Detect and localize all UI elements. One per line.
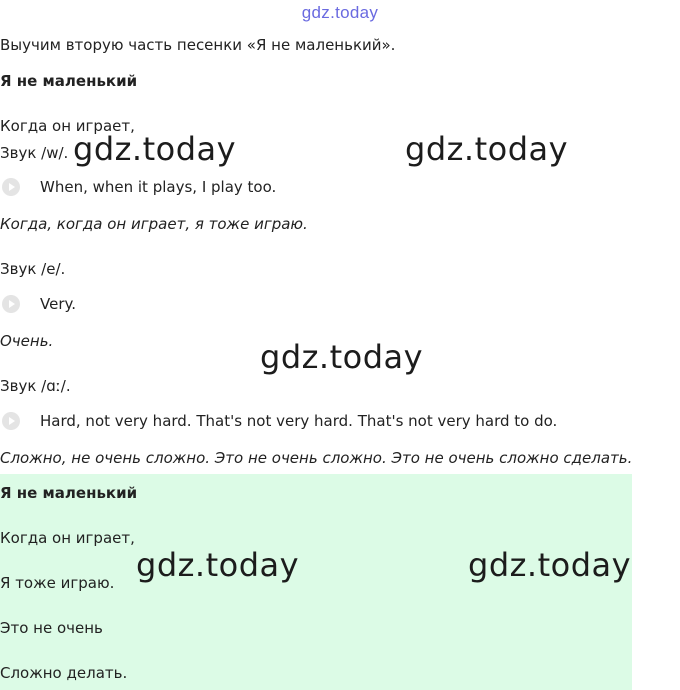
watermark: gdz.today — [260, 338, 424, 376]
box-line: Это не очень — [0, 619, 103, 637]
header-watermark: gdz.today — [301, 3, 379, 22]
watermark: gdz.today — [136, 546, 300, 584]
audio-row[interactable] — [0, 295, 76, 313]
sound-label: Звук /ɑː/. — [0, 377, 71, 395]
lyric-line: Когда он играет, — [0, 117, 135, 135]
box-title: Я не маленький — [0, 484, 138, 502]
audio-row[interactable] — [0, 412, 557, 430]
play-icon[interactable] — [2, 178, 20, 196]
watermark: gdz.today — [405, 130, 569, 168]
audio-row[interactable] — [0, 178, 276, 196]
audio-text: When, when it plays, I play too. — [40, 178, 277, 196]
intro-text: Выучим вторую часть песенки «Я не маленький». — [0, 36, 396, 54]
audio-text: Hard, not very hard. That's not very hard. That's not very hard to do. — [40, 412, 558, 430]
box-line: Когда он играет, — [0, 529, 135, 547]
play-icon[interactable] — [2, 412, 20, 430]
box-line: Я тоже играю. — [0, 574, 115, 592]
translation: Очень. — [0, 332, 54, 350]
translation: Сложно, не очень сложно. Это не очень сложно. Это не очень сложно сделать. — [0, 449, 633, 467]
box-line: Сложно делать. — [0, 664, 128, 682]
play-icon[interactable] — [2, 295, 20, 313]
translation: Когда, когда он играет, я тоже играю. — [0, 215, 308, 233]
song-title: Я не маленький — [0, 72, 138, 90]
watermark: gdz.today — [468, 546, 632, 584]
sound-label: Звук /e/. — [0, 260, 66, 278]
audio-text: Very. — [40, 295, 76, 313]
watermark: gdz.today — [73, 130, 237, 168]
sound-label: Звук /w/. — [0, 144, 69, 162]
